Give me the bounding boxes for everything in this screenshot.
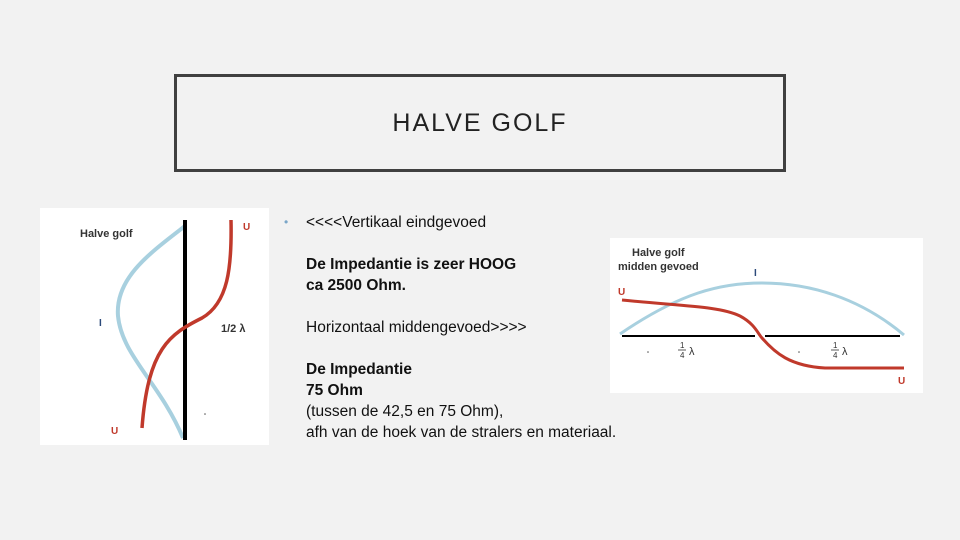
impedance-low-line-2: 75 Ohm	[306, 382, 363, 399]
left-i-label: I	[99, 318, 102, 329]
right-u-left-label: U	[618, 287, 626, 298]
right-i-label: I	[754, 268, 757, 279]
right-diagram-title-2: midden gevoed	[618, 261, 699, 273]
left-u-top-label: U	[243, 222, 251, 233]
quarter-right-lambda: λ	[842, 346, 848, 358]
quarter-left-den: 4	[680, 351, 685, 360]
impedance-low-line-3: (tussen de 42,5 en 75 Ohm),	[306, 403, 504, 420]
quarter-right-num: 1	[833, 341, 838, 350]
current-curve	[118, 226, 185, 438]
right-diagram-title-1: Halve golf	[632, 247, 685, 259]
bullet-dot: •	[284, 215, 289, 229]
quarter-right-den: 4	[833, 351, 838, 360]
bullet-text: <<<<Vertikaal eindgevoed	[306, 214, 487, 231]
left-diagram-title: Halve golf	[80, 228, 133, 240]
bullet-item	[284, 212, 684, 233]
half-lambda-label: 1/2 λ	[221, 323, 246, 335]
title-box	[174, 74, 786, 172]
right-voltage-curve	[622, 300, 904, 368]
horizontal-half-wave-diagram	[610, 238, 923, 393]
vertical-half-wave-diagram	[40, 208, 269, 445]
right-current-curve	[620, 283, 904, 335]
horizontal-line: Horizontaal middengevoed>>>>	[306, 319, 527, 336]
impedance-high-line-2: ca 2500 Ohm.	[306, 277, 406, 294]
slide-title: HALVE GOLF	[392, 108, 568, 137]
impedance-low-line-4: afh van de hoek van de stralers en materiaal.	[306, 424, 617, 441]
impedance-high-line-1: De Impedantie is zeer HOOG	[306, 256, 517, 273]
right-u-right-label: U	[898, 376, 906, 387]
quarter-left-num: 1	[680, 341, 685, 350]
impedance-low-line-1: De Impedantie	[306, 361, 412, 378]
quarter-left-lambda: λ	[689, 346, 695, 358]
left-u-bottom-label: U	[111, 426, 119, 437]
